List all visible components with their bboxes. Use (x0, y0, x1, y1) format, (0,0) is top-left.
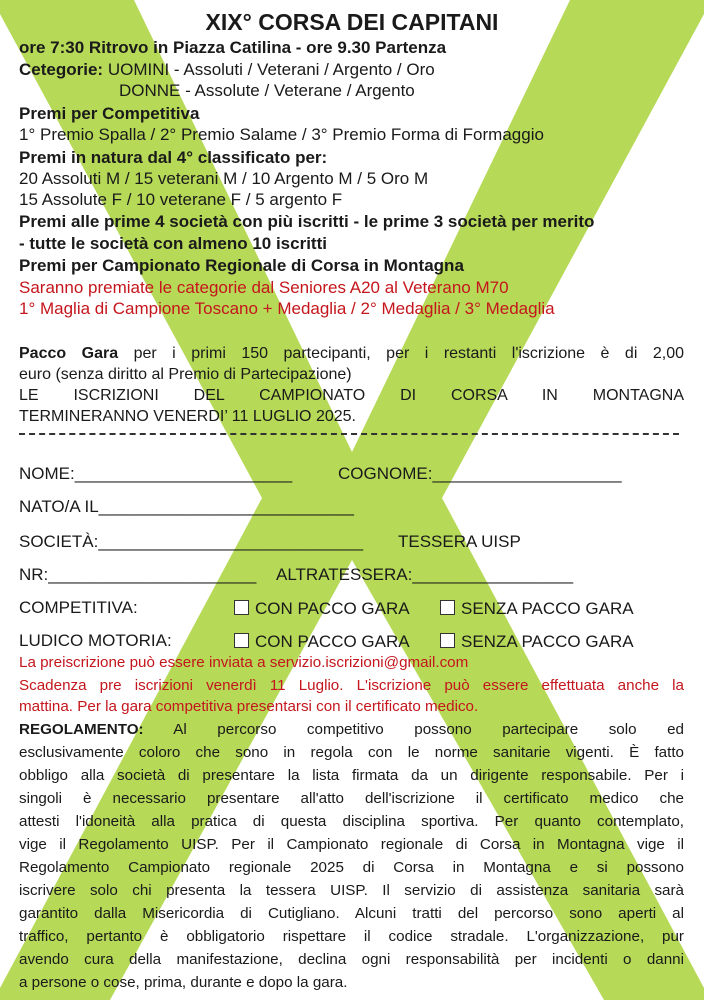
prizes-4th-line2: 15 Assolute F / 10 veterane F / 5 argento F (19, 190, 343, 209)
categories-women: DONNE - Assolute / Veterane / Argento (119, 81, 415, 100)
ludico-senza-pacco-option[interactable] (440, 632, 634, 652)
form-tessera-uisp: TESSERA UISP (398, 532, 521, 551)
regolamento-line1 (19, 722, 684, 739)
regolamento-label: REGOLAMENTO: (19, 721, 144, 738)
form-cognome[interactable]: COGNOME:____________________ (338, 464, 622, 483)
cut-line (19, 433, 679, 435)
regolamento-line: vige il Regolamento UISP. Per il Campionato regionale di Corsa in Montagna vige il (19, 836, 684, 853)
checkbox-icon[interactable] (440, 600, 455, 615)
competitiva-senza-pacco-option[interactable] (440, 599, 634, 619)
notes-line1: La preiscrizione può essere inviata a servizio.iscrizioni@gmail.com (19, 654, 469, 671)
regolamento-line1-rest: Al percorso competitivo possono partecipare solo ed (143, 721, 684, 738)
competitiva-con-pacco-option[interactable] (234, 599, 410, 619)
form-nome[interactable]: NOME:_______________________ (19, 464, 293, 483)
prizes-competitive-heading: Premi per Competitiva (19, 104, 200, 123)
form-nr[interactable]: NR:______________________ (19, 565, 257, 584)
form-competitiva-label: COMPETITIVA: (19, 598, 138, 617)
form-nato[interactable]: NATO/A IL___________________________ (19, 497, 354, 516)
notes-line2: Scadenza pre iscrizioni venerdì 11 Luglio. L'iscrizione può essere effettuata anche la (19, 677, 684, 694)
pack-line2: euro (senza diritto al Premio di Partecipazione) (19, 366, 352, 383)
societies-line1: Premi alle prime 4 società con più iscritti - le prime 3 società per merito (19, 212, 595, 231)
categories-men-line (19, 61, 435, 80)
regolamento-line: avendo cura della manifestazione, declina ogni responsabilità per incidenti o danni (19, 951, 684, 968)
pack-line1-rest: per i primi 150 partecipanti, per i restanti l'iscrizione è di 2,00 (118, 345, 684, 362)
regolamento-last-line: a persone o cose, prima, durante e dopo la gara. (19, 974, 348, 991)
option-label: SENZA PACCO GARA (461, 632, 634, 651)
prizes-competitive-line: 1° Premio Spalla / 2° Premio Salame / 3° Premio Forma di Formaggio (19, 125, 544, 144)
pack-line1 (19, 345, 684, 363)
regolamento-line: garantito dalla Misericordia di Cutigliano. Alcuni tratti del percorso sono aperti al (19, 905, 684, 922)
option-label: CON PACCO GARA (255, 632, 410, 651)
notes-line3: mattina. Per la gara competitiva presentarsi con il certificato medico. (19, 698, 479, 715)
regolamento-line: singoli è necessario presentare all'atto dell'iscrizione il certificato medico che (19, 790, 684, 807)
regolamento-line: esclusivamente coloro che sono in regola con le norme sanitarie vigenti. È fatto (19, 744, 684, 761)
form-ludico-label: LUDICO MOTORIA: (19, 631, 172, 650)
societies-line2: - tutte le società con almeno 10 iscritti (19, 234, 327, 253)
option-label: SENZA PACCO GARA (461, 599, 634, 618)
regional-line1: Saranno premiate le categorie dal Seniores A20 al Veterano M70 (19, 278, 509, 297)
pack-line3: LE ISCRIZIONI DEL CAMPIONATO DI CORSA IN MONTAGNA (19, 387, 684, 404)
checkbox-icon[interactable] (234, 633, 249, 648)
form-altratessera[interactable]: ALTRATESSERA:_________________ (276, 565, 574, 584)
regolamento-line: traffico, pertanto è obbligatorio rispettare il codice stradale. L'organizzazione, pur (19, 928, 684, 945)
page-title: XIX° CORSA DEI CAPITANI (205, 9, 499, 35)
regolamento-line: obbligo alla società di presentare la lista firmata da un dirigente responsabile. Per i (19, 767, 684, 784)
categories-men: UOMINI - Assoluti / Veterani / Argento / Oro (107, 60, 435, 79)
regional-line2: 1° Maglia di Campione Toscano + Medaglia / 2° Medaglia / 3° Medaglia (19, 299, 555, 318)
categories-label: Cetegorie: (19, 60, 104, 79)
pack-label: Pacco Gara (19, 345, 119, 362)
checkbox-icon[interactable] (234, 600, 249, 615)
form-societa[interactable]: SOCIETÀ:____________________________ (19, 532, 364, 551)
regolamento-line: Regolamento Campionato regionale 2025 di Corsa in Montagna e si possono (19, 859, 684, 876)
ludico-con-pacco-option[interactable] (234, 632, 410, 652)
checkbox-icon[interactable] (440, 633, 455, 648)
schedule-line: ore 7:30 Ritrovo in Piazza Catilina - ore 9.30 Partenza (19, 38, 447, 57)
regolamento-line: iscrivere solo chi presenta la tessera UISP. Il servizio di assistenza sanitaria sarà (19, 882, 684, 899)
prizes-4th-heading: Premi in natura dal 4° classificato per: (19, 148, 328, 167)
regional-heading: Premi per Campionato Regionale di Corsa in Montagna (19, 256, 464, 275)
regolamento-line: attesti l'idoneità alla pratica di questa disciplina sportiva. Per quanto contemplato, (19, 813, 684, 830)
pack-line4: TERMINERANNO VENERDI’ 11 LUGLIO 2025. (19, 408, 356, 425)
option-label: CON PACCO GARA (255, 599, 410, 618)
prizes-4th-line1: 20 Assoluti M / 15 veterani M / 10 Argento M / 5 Oro M (19, 169, 429, 188)
